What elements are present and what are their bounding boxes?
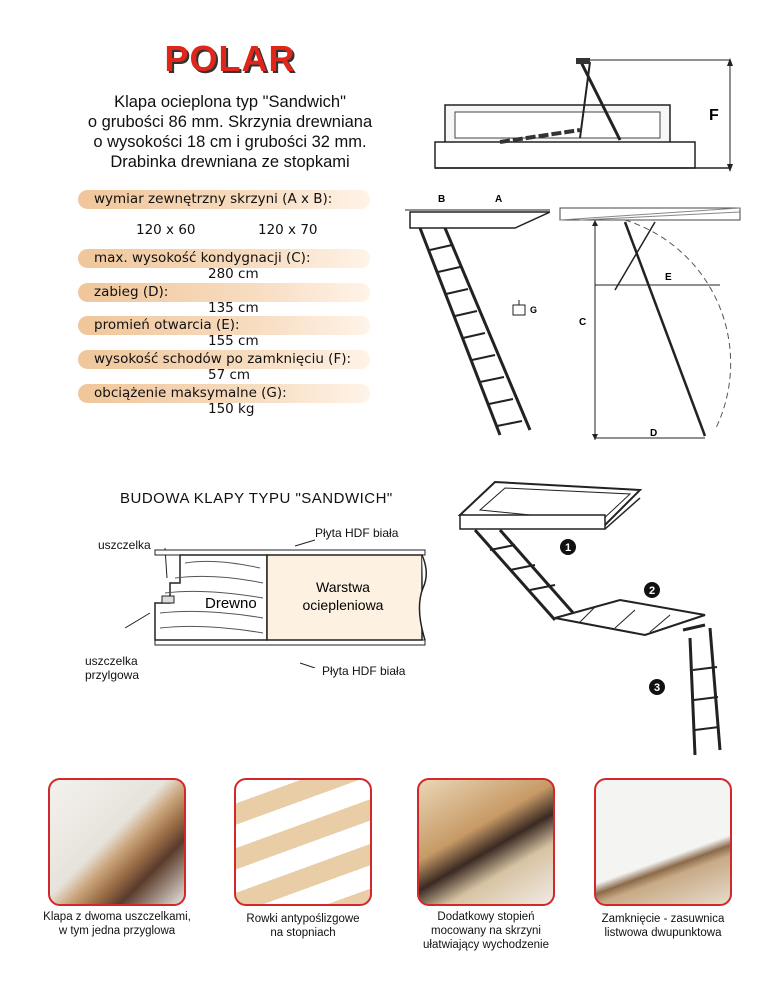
- caption-line: Zamknięcie - zasuwnica: [601, 913, 725, 925]
- photo-caption: [32, 910, 202, 938]
- label-insulation-2: ociepleniowa: [302, 597, 384, 613]
- photo-rungs: [234, 778, 372, 906]
- closed-hatch-diagram: [430, 50, 750, 200]
- label-hdf-bottom: Płyta HDF biała: [322, 664, 406, 678]
- spec-label: max. wysokość kondygnacji (C):: [78, 249, 370, 268]
- label-line: przylgowa: [85, 668, 140, 682]
- intro-line: Klapa ocieplona typ "Sandwich": [114, 93, 346, 111]
- dim-label-e: E: [665, 272, 672, 283]
- label-wood: Drewno: [205, 595, 257, 612]
- spec-value: 280 cm: [208, 266, 259, 282]
- spec-label-box-size: wymiar zewnętrzny skrzyni (A x B):: [78, 190, 370, 209]
- dim-label-c: C: [579, 317, 587, 328]
- caption-line: w tym jedna przyglowa: [58, 925, 176, 937]
- label-insulation-1: Warstwa: [316, 579, 370, 595]
- dim-label-g: G: [530, 305, 538, 315]
- step-badge: [560, 539, 576, 555]
- dim-label-d: D: [650, 428, 658, 439]
- photo-caption: [401, 910, 571, 952]
- section-heading: BUDOWA KLAPY TYPU "SANDWICH": [120, 490, 393, 507]
- side-profile-diagram: [555, 200, 745, 445]
- label-line: uszczelka: [85, 654, 138, 668]
- caption-line: mocowany na skrzyni: [431, 925, 541, 937]
- dim-label-f: F: [709, 107, 719, 124]
- step-number: 3: [653, 682, 661, 694]
- photo-caption: [218, 912, 388, 940]
- photo-extra-step: [417, 778, 555, 906]
- caption-line: Klapa z dwoma uszczelkami,: [43, 911, 191, 923]
- caption-line: na stopniach: [270, 927, 336, 939]
- page-title: POLAR: [164, 38, 296, 79]
- intro-line: o wysokości 18 cm i grubości 32 mm.: [93, 133, 367, 151]
- caption-line: ułatwiający wychodzenie: [423, 939, 549, 951]
- sandwich-cross-section: [85, 528, 445, 668]
- intro-line: Drabinka drewniana ze stopkami: [110, 153, 350, 171]
- intro-line: o grubości 86 mm. Skrzynia drewniana: [87, 113, 373, 131]
- step-number: 2: [648, 585, 656, 597]
- caption-line: Rowki antypoślizgowe: [246, 913, 360, 925]
- spec-value-box-size: 120 x 70: [258, 222, 318, 238]
- spec-label: wysokość schodów po zamknięciu (F):: [78, 350, 370, 369]
- spec-value: 155 cm: [208, 333, 259, 349]
- spec-label: promień otwarcia (E):: [78, 316, 370, 335]
- dim-label-b: B: [438, 194, 446, 205]
- open-ladder-diagram: [400, 190, 550, 445]
- step-badge: [644, 582, 660, 598]
- step-badge: [649, 679, 665, 695]
- spec-value: 135 cm: [208, 300, 259, 316]
- label-seal: uszczelka: [98, 538, 151, 552]
- dim-label-a: A: [495, 194, 503, 205]
- spec-value: 57 cm: [208, 367, 251, 383]
- caption-line: Dodatkowy stopień: [437, 911, 535, 923]
- step-number: 1: [564, 542, 572, 554]
- photo-lock: [594, 778, 732, 906]
- spec-value-box-size: 120 x 60: [136, 222, 196, 238]
- photo-caption: [578, 912, 748, 940]
- label-hdf-top: Płyta HDF biała: [315, 526, 399, 540]
- spec-label: obciążenie maksymalne (G):: [78, 384, 370, 403]
- spec-value: 150 kg: [208, 401, 255, 417]
- intro-text: [40, 92, 420, 172]
- folding-ladder-diagram: [455, 470, 730, 770]
- spec-label: zabieg (D):: [78, 283, 370, 302]
- photo-seals: [48, 778, 186, 906]
- caption-line: listwowa dwupunktowa: [604, 927, 722, 939]
